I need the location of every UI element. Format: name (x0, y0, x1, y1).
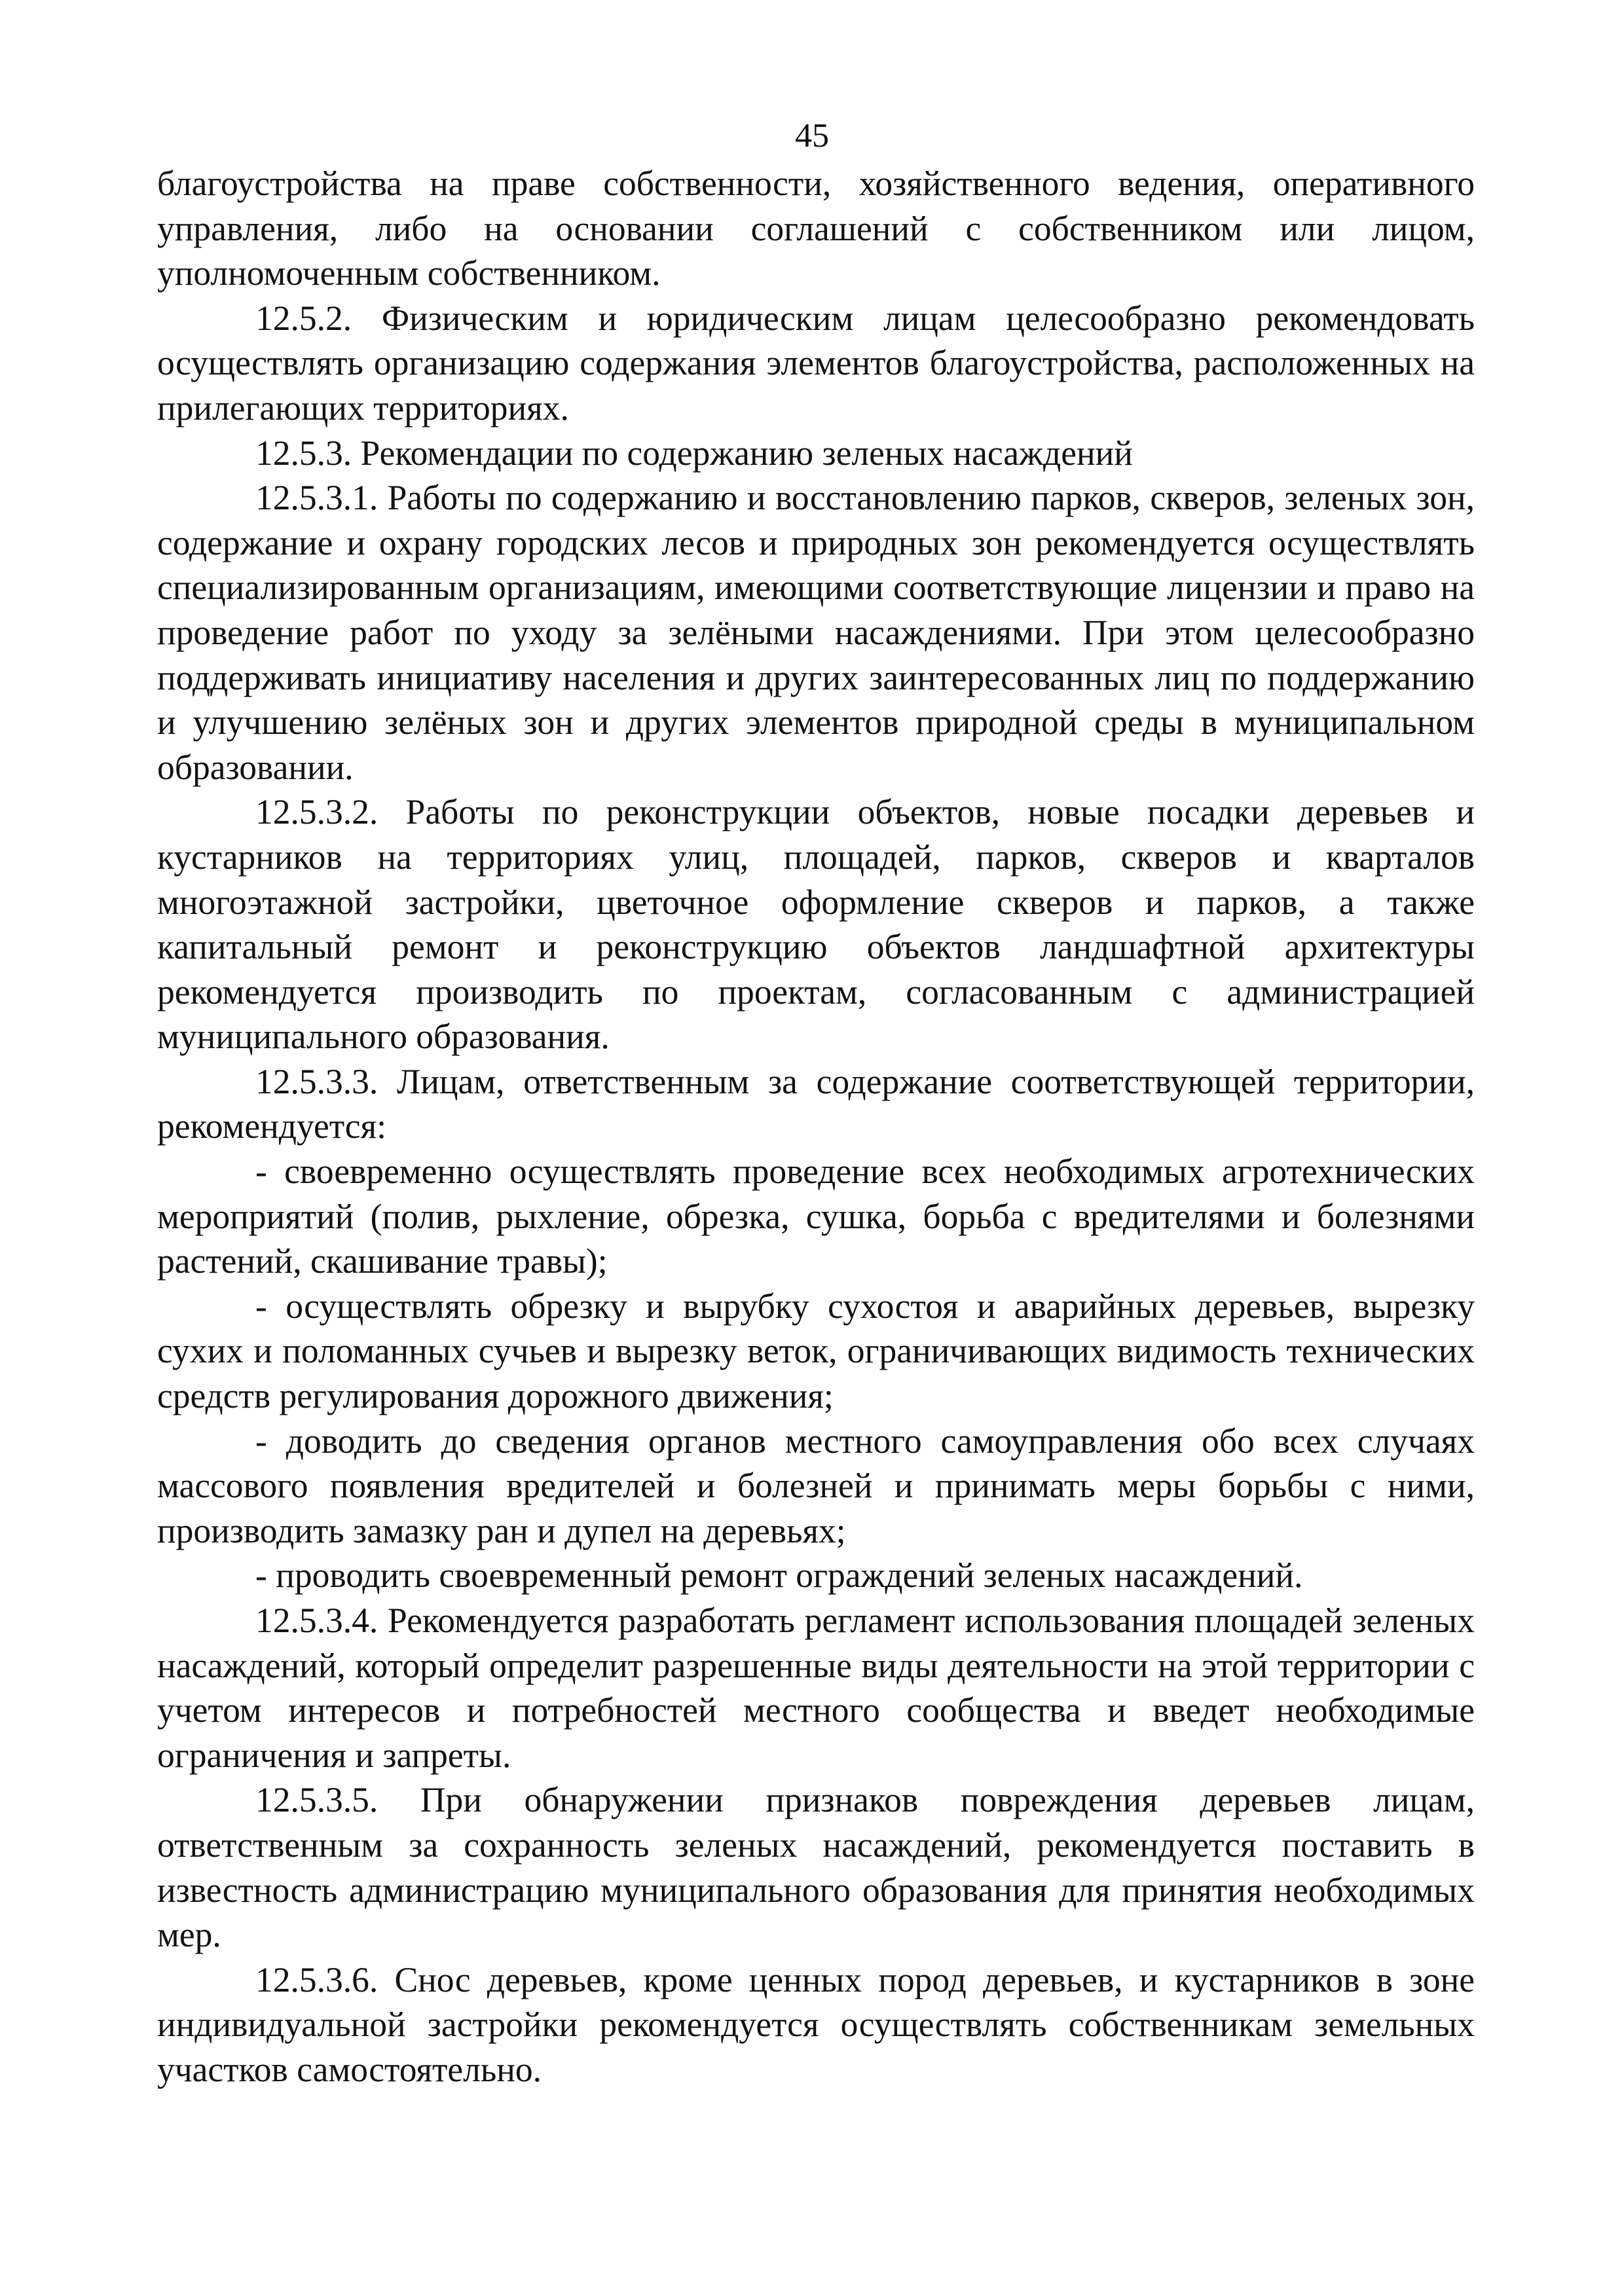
paragraph-12-5-3-3: 12.5.3.3. Лицам, ответственным за содержание соответствующей территории, рекомендуется: (157, 1061, 1475, 1146)
paragraph-12-5-3-6: 12.5.3.6. Снос деревьев, кроме ценных пород деревьев, и кустарников в зоне индивидуальной застройки рекомендуется осуществлять собственникам земельных участков самостоятельно. (157, 1959, 1475, 2089)
section-heading-12-5-3: 12.5.3. Рекомендации по содержанию зеленых насаждений (255, 433, 1133, 473)
list-item-pest-reporting: - доводить до сведения органов местного самоуправления обо всех случаях массового появления вредителей и болезней и принимать меры борьбы с ними, производить замазку ран и дупел на деревьях; (157, 1421, 1475, 1550)
list-item-agrotechnical: - своевременно осуществлять проведение всех необходимых агротехнических мероприятий (полив, рыхление, обрезка, сушка, борьба с вредителями и болезнями растений, скашивание травы); (157, 1152, 1475, 1281)
paragraph-12-5-2: 12.5.2. Физическим и юридическим лицам целесообразно рекомендовать осуществлять организацию содержания элементов благоустройства, расположенных на прилегающих территориях. (157, 298, 1475, 428)
paragraph-12-5-3-1: 12.5.3.1. Работы по содержанию и восстановлению парков, скверов, зеленых зон, содержание и охрану городских лесов и природных зон рекомендуется осуществлять специализированным организациям, имеющими соответствующие лицензии и право на проведение работ по уходу за зелёными насаждениями. При этом целесообразно поддерживать инициативу населения и других заинтересованных лиц по поддержанию и улучшению зелёных зон и других элементов природной среды в муниципальном образовании. (157, 478, 1475, 787)
list-item-fence-repair: - проводить своевременный ремонт ограждений зеленых насаждений. (255, 1556, 1303, 1595)
paragraph-continuation: благоустройства на праве собственности, хозяйственного ведения, оперативного управления, либо на основании соглашений с собственником или лицом, уполномоченным собственником. (157, 164, 1475, 293)
paragraph-12-5-3-5: 12.5.3.5. При обнаружении признаков повреждения деревьев лицам, ответственным за сохранность зеленых насаждений, рекомендуется поставить в известность администрацию муниципального образования для принятия необходимых мер. (157, 1780, 1475, 1955)
list-item-pruning: - осуществлять обрезку и вырубку сухостоя и аварийных деревьев, вырезку сухих и поломанных сучьев и вырезку веток, ограничивающих видимость технических средств регулирования дорожного движения; (157, 1286, 1475, 1416)
paragraph-12-5-3-2: 12.5.3.2. Работы по реконструкции объектов, новые посадки деревьев и кустарников на территориях улиц, площадей, парков, скверов и кварталов многоэтажной застройки, цветочное оформление скверов и парков, а также капитальный ремонт и реконструкцию объектов ландшафтной архитектуры рекомендуется производить по проектам, согласованным с администрацией муниципального образования. (157, 792, 1475, 1057)
paragraph-12-5-3-4: 12.5.3.4. Рекомендуется разработать регламент использования площадей зеленых насаждений, который определит разрешенные виды деятельности на этой территории с учетом интересов и потребностей местного сообщества и введет необходимые ограничения и запреты. (157, 1601, 1475, 1775)
document-body (157, 161, 1475, 2092)
page-number: 45 (795, 117, 829, 155)
